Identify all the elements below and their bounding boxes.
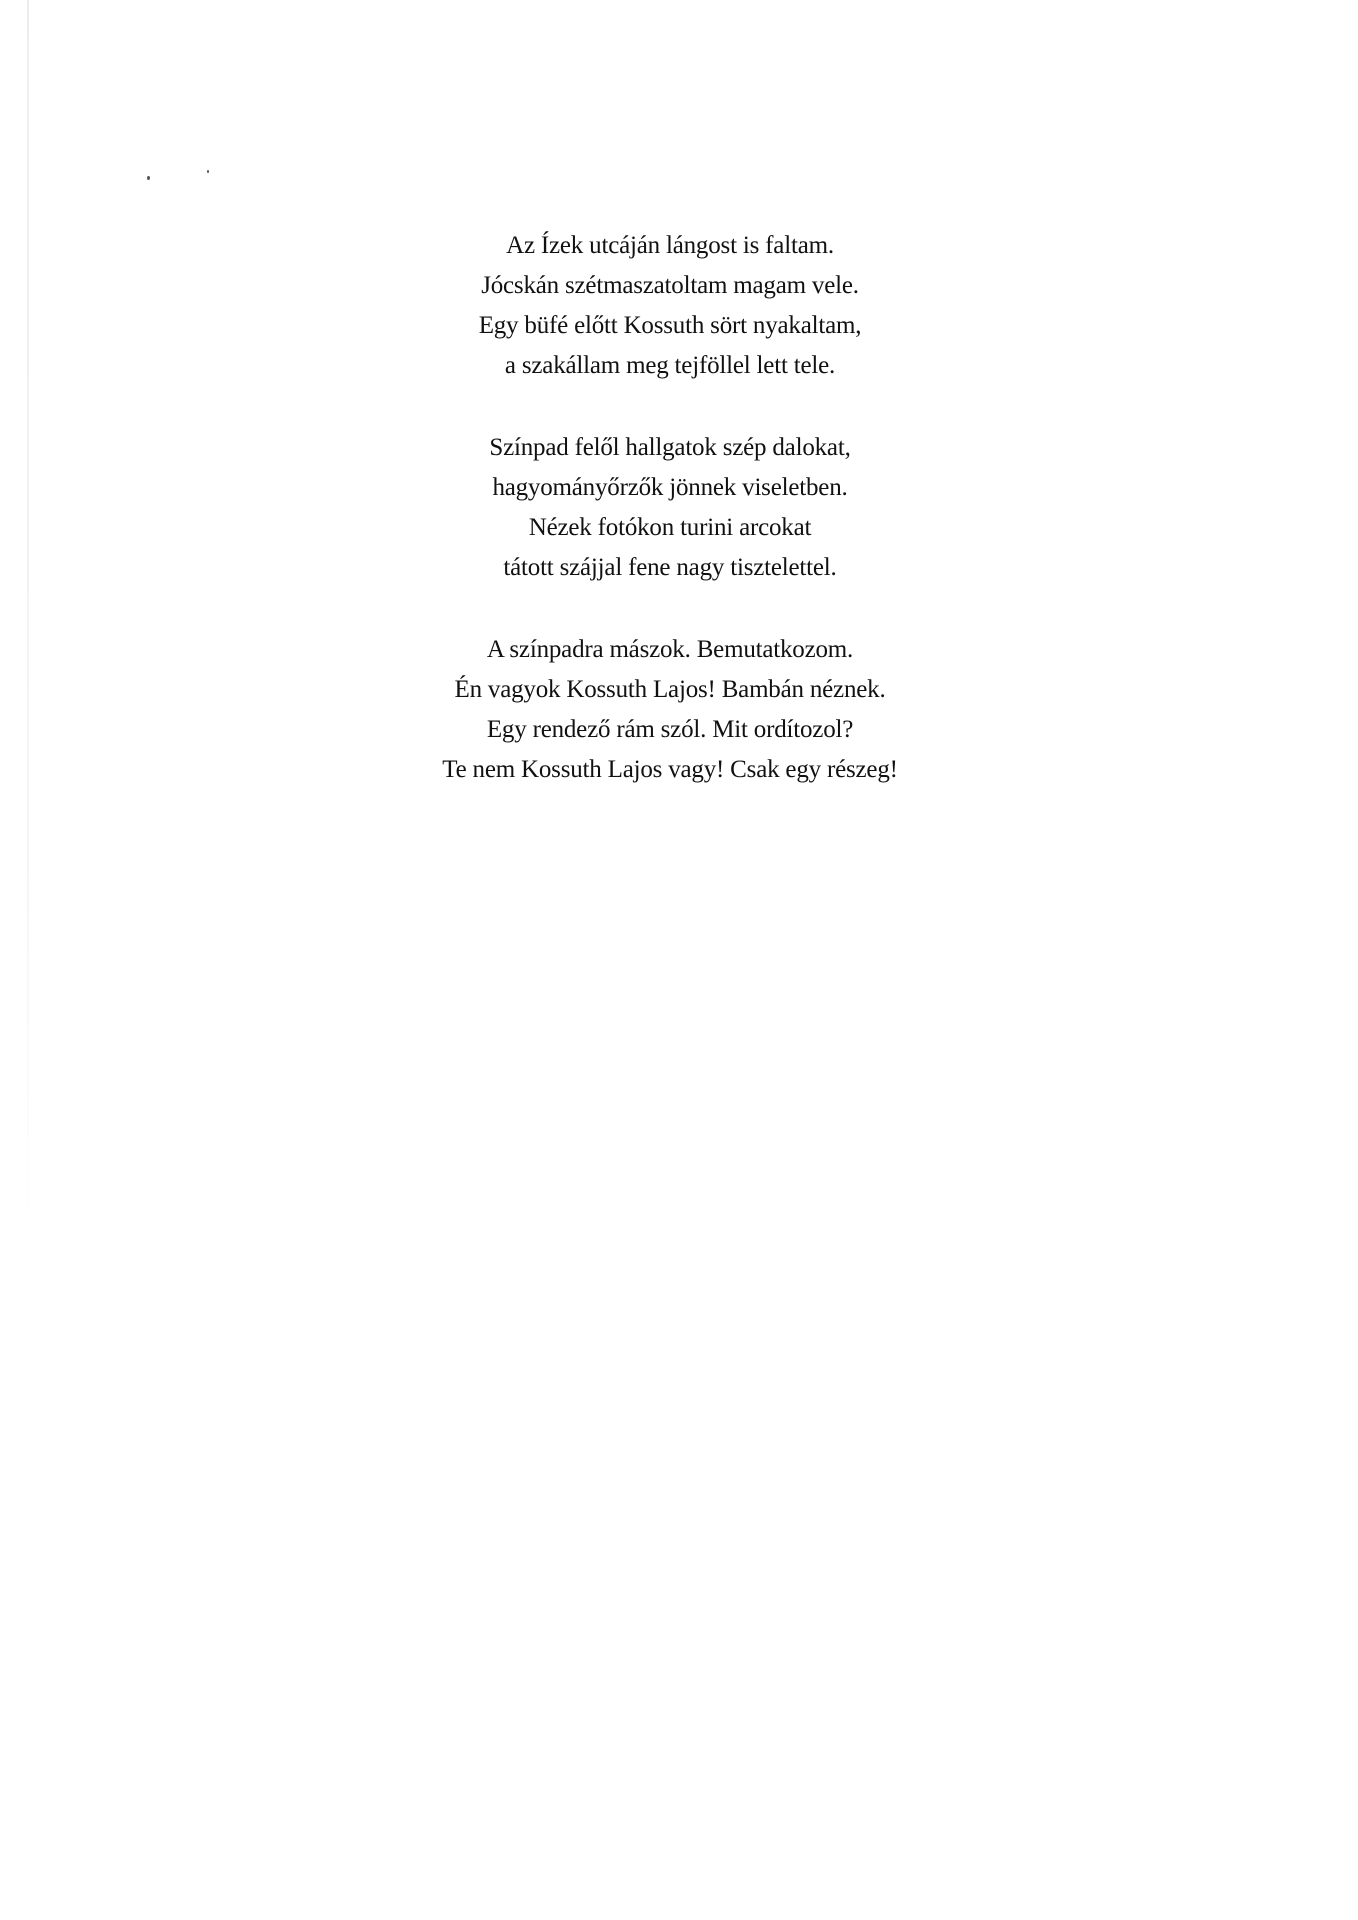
poem-line: Az Ízek utcáján lángost is faltam. [506, 232, 834, 259]
poem-line: Egy rendező rám szól. Mit ordítozol? [486, 716, 854, 743]
poem-line: a szakállam meg tejföllel lett tele. [504, 352, 836, 379]
poem-line: hagyományőrzők jönnek viseletben. [492, 474, 848, 501]
scan-edge [27, 0, 29, 1230]
poem-line: Színpad felől hallgatok szép dalokat, [489, 434, 851, 461]
poem-line: Egy büfé előtt Kossuth sört nyakaltam, [478, 312, 862, 339]
stanza-3 [400, 630, 940, 790]
poem-line: A színpadra mászok. Bemutatkozom. [486, 636, 854, 663]
poem-line: Te nem Kossuth Lajos vagy! Csak egy részeg! [442, 756, 898, 783]
poem [400, 226, 940, 832]
poem-line: Nézek fotókon turini arcokat [528, 514, 812, 541]
poem-line: Én vagyok Kossuth Lajos! Bambán néznek. [454, 676, 886, 703]
stanza-2 [400, 428, 940, 588]
scan-speck [207, 170, 209, 173]
scan-speck [147, 176, 150, 180]
poem-line: tátott szájjal fene nagy tisztelettel. [503, 554, 837, 581]
poem-line: Jócskán szétmaszatoltam magam vele. [481, 272, 859, 299]
stanza-1 [400, 226, 940, 386]
